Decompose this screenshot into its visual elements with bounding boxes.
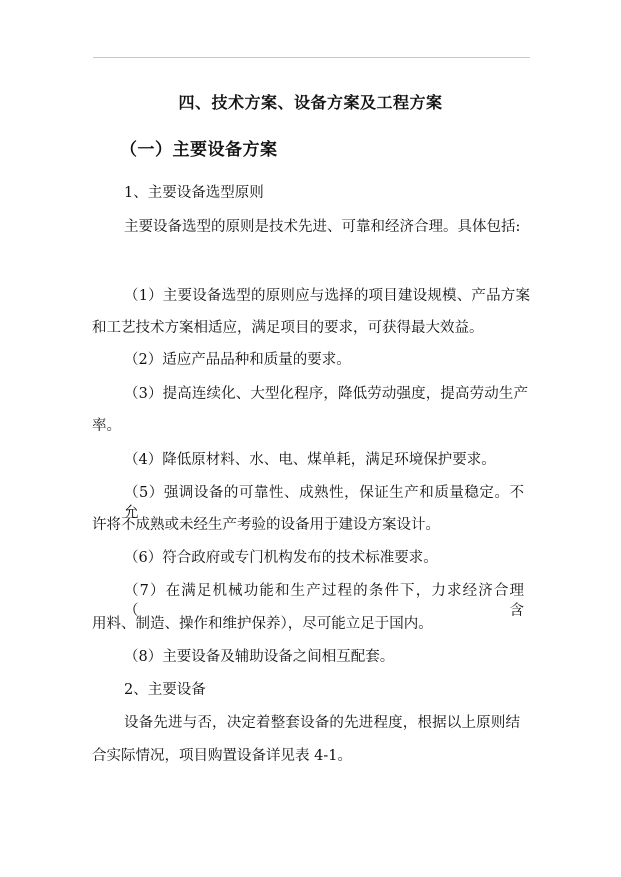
intro-paragraph: 主要设备选型的原则是技术先进、可靠和经济合理。具体包括: <box>124 219 521 235</box>
item-4: （4）降低原材料、水、电、煤单耗，满足环境保护要求。 <box>124 452 496 468</box>
item-7-line-2: 用料、制造、操作和维护保养），尽可能立足于国内。 <box>92 616 433 632</box>
item-3-line-1: （3）提高连续化、大型化程序，降低劳动强度，提高劳动生产 <box>124 386 528 402</box>
subsection-title-main-equipment: 2、主要设备 <box>124 682 206 698</box>
document-title: 四、技术方案、设备方案及工程方案 <box>178 93 443 112</box>
section-heading: （一）主要设备方案 <box>120 140 278 160</box>
item-2: （2）适应产品品种和质量的要求。 <box>124 352 351 368</box>
item-5-line-2: 许将不成熟或未经生产考验的设备用于建设方案设计。 <box>92 517 440 533</box>
paragraph-line-1: 设备先进与否，决定着整套设备的先进程度，根据以上原则结 <box>124 715 520 731</box>
header-rule <box>93 57 530 58</box>
paragraph-line-2: 合实际情况，项目购置设备详见表 4-1。 <box>92 748 352 764</box>
subsection-title-selection-principles: 1、主要设备选型原则 <box>124 185 264 201</box>
item-1-line-2: 和工艺技术方案相适应，满足项目的要求，可获得最大效益。 <box>92 320 484 336</box>
item-5-line-1: （5）强调设备的可靠性、成熟性，保证生产和质量稳定。不允 <box>124 485 524 521</box>
item-3-line-2: 率。 <box>92 418 121 434</box>
item-6: （6）符合政府或专门机构发布的技术标准要求。 <box>124 550 438 566</box>
item-8: （8）主要设备及辅助设备之间相互配套。 <box>124 649 395 665</box>
item-7-line-1: （7）在满足机械功能和生产过程的条件下，力求经济合理（含 <box>124 583 524 619</box>
item-1-line-1: （1）主要设备选型的原则应与选择的项目建设规模、产品方案 <box>124 288 530 304</box>
